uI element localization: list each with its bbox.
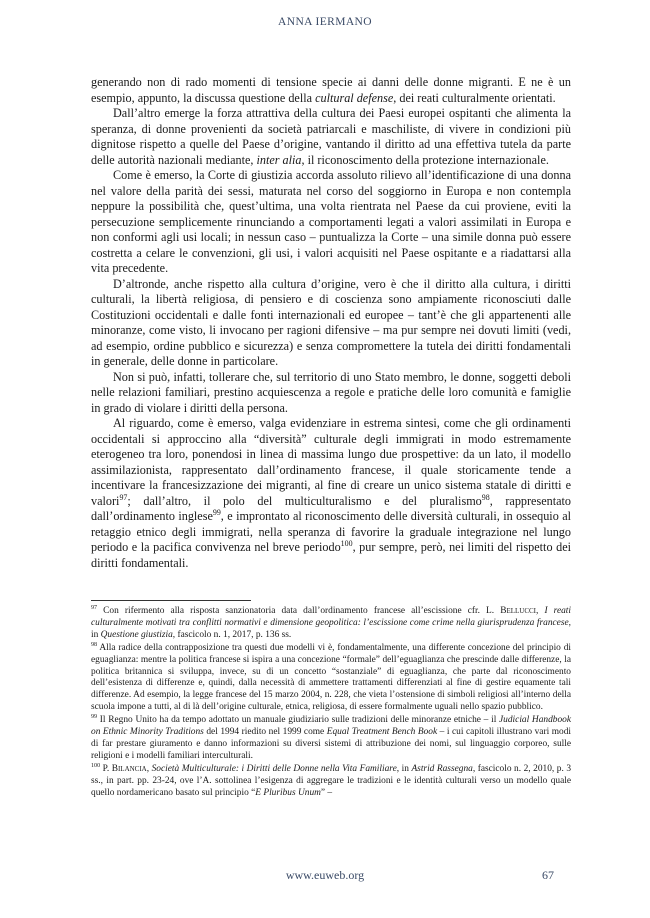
footnote-97: $^{97}$ Con rifermento alla risposta sanzionatoria data dall’ordinamento francese all’escissione cfr. L. Bellucci, I reati culturalmente motivati tra conflitti normativi e dimensione geopolitica: l’escissione come crime nella giurisprudenza francese, in Questione giustizia, fascicolo n. 1, 2017, p. 136 ss. (91, 604, 572, 640)
footnote-100: $^{100}$ P. Bilancia, Società Multiculturale: i Diritti delle Donne nella Vita Familiare, in Astrid Rassegna, fascicolo n. 2, 2010, p. 3 ss., in part. pp. 23-24, ove l’A. sottolinea l’esigenza di aggregare le tradizioni e le identità culturali verso un modello quale quello nordamericano basato sul principio “E Pluribus Unum” – (91, 762, 572, 798)
main-text (91, 75, 571, 571)
paragraph-5: Non si può, infatti, tollerare che, sul territorio di uno Stato membro, le donne, soggetti deboli nelle relazioni familiari, prestino acquiescenza a regole e pratiche delle loro comunità e famiglie in grado di violare i diritti della persona. (91, 369, 571, 415)
paragraph-2: Dall’altro emerge la forza attrattiva della cultura dei Paesi europei ospitanti che alimenta la speranza, di donne provenienti da società patriarcali e maschiliste, di vivere in condizioni più dignitose rispetto a quelle del Paese d’origine, vantando il diritto ad una effettiva tutela da parte delle autorità nazionali mediante, inter alia, il riconoscimento della protezione internazionale. (91, 106, 571, 167)
footnote-ref-99[interactable]: 99 (212, 507, 221, 517)
page-number: 67 (542, 868, 554, 882)
footer-website[interactable]: www.euweb.org (285, 868, 365, 882)
footnote-99: $^{99}$ Il Regno Unito ha da tempo adottato un manuale giudiziario sulle tradizioni delle minoranze etniche – il Judicial Handbook on Ethnic Minority Traditions del 1994 riedito nel 1999 come Equal Treatment Bench Book – i cui capitoli illustrano vari modi di far prestare giuramento e danno informazioni su diversi sistemi di attribuzione dei nomi, sul linguaggio corporeo, sulle religioni e i modelli familiari interculturali. (91, 714, 571, 761)
paragraph-3: Come è emerso, la Corte di giustizia accorda assoluto rilievo all’identificazione di una donna nel valore della parità dei sessi, maturata nel corso del soggiorno in Europa e non contempla neppure la possibilità che, quest’ultima, una volta rientrata nel Paese da cui proviene, eviti la persecuzione semplicemente rinunciando a comportamenti legati a valori assimilati in Europa e non conformi agli usi locali; in nessun caso – puntualizza la Corte – una simile donna può essere costretta a celare le convenzioni, gli usi, i valori acquisiti nel Paese ospitante e a riadattarsi alla vita precedente. (91, 168, 571, 275)
footnote-ref-98[interactable]: 98 (481, 492, 490, 502)
footnote-98: $^{98}$ Alla radice della contrapposizione tra questi due modelli vi è, fondamentalmente, una differente concezione del principio di eguaglianza: mentre la politica francese si ispira a una concezione “formale” dell’eguaglianza che prescinde dalle differenze, la politica britannica si sviluppa, invece, su di un concetto “sostanziale” di eguaglianza, che parte dal riconoscimento dell’esistenza di differenze e, quindi, dalla necessità di ammettere trattamenti differenziati al fine di gestire equamente tali differenze. Ad esempio, la legge francese del 15 marzo 2004, n. 228, che vieta l’ostensione di simboli religiosi all’interno della scuola impone a tutti, al di là dell’origine culturale, etnica, religiosa, di essere formalmente uguali nello spazio pubblico. (91, 641, 571, 713)
footnotes (91, 606, 571, 801)
footnote-separator (91, 600, 251, 601)
footnote-ref-97[interactable]: 97 (119, 492, 128, 502)
header-author: ANNA IERMANO (278, 16, 372, 28)
paragraph-6: Al riguardo, come è emerso, valga evidenziare in estrema sintesi, come che gli ordinamenti occidentali si approccino alla “diversità” culturale degli immigrati in modo estremamente eterogeneo tra loro, ponendosi in linea di massima lungo due prospettive: da un lato, il modello assimilazionista, rappresentato dall’ordinamento francese, il quale storicamente tende a incentivare la francesizzazione dei migranti, al fine di creare un unico sistema statale di diritti e valori$^{97}$; dall’altro, il polo del multiculturalismo e del pluralismo$^{98}$, rappresentato dall’ordinamento inglese$^{99}$, e improntato al riconoscimento delle diversità culturali, in ossequio al retaggio etnico degli immigrati, nella speranza di favorire la graduale integrazione nel lungo periodo e la pacifica convivenza nel breve periodo$^{100}$, pur sempre, però, nei limiti del rispetto dei diritti fondamentali. (91, 416, 571, 570)
running-header (0, 16, 650, 28)
footnote-ref-100[interactable]: 100 (340, 538, 353, 548)
paragraph-4: D’altronde, anche rispetto alla cultura d’origine, vero è che il diritto alla cultura, i diritti culturali, la libertà religiosa, di pensiero e di coscienza sono ampiamente riconosciuti dalle Costituzioni occidentali e dalle fonti internazionali ed europee – tant’è che gli appartenenti alle minoranze, come visto, li invocano per ragioni difensive – ma pur sempre nei dovuti limiti (vedi, ad esempio, ordine pubblico e sicurezza) e senza compromettere la tutela dei diritti fondamentali in generale, delle donne in particolare. (91, 276, 571, 368)
paragraph-1: generando non di rado momenti di tensione specie ai danni delle donne migranti. E ne è un esempio, appunto, la discussa questione della cultural defense, dei reati culturalmente orientati. (91, 75, 571, 105)
